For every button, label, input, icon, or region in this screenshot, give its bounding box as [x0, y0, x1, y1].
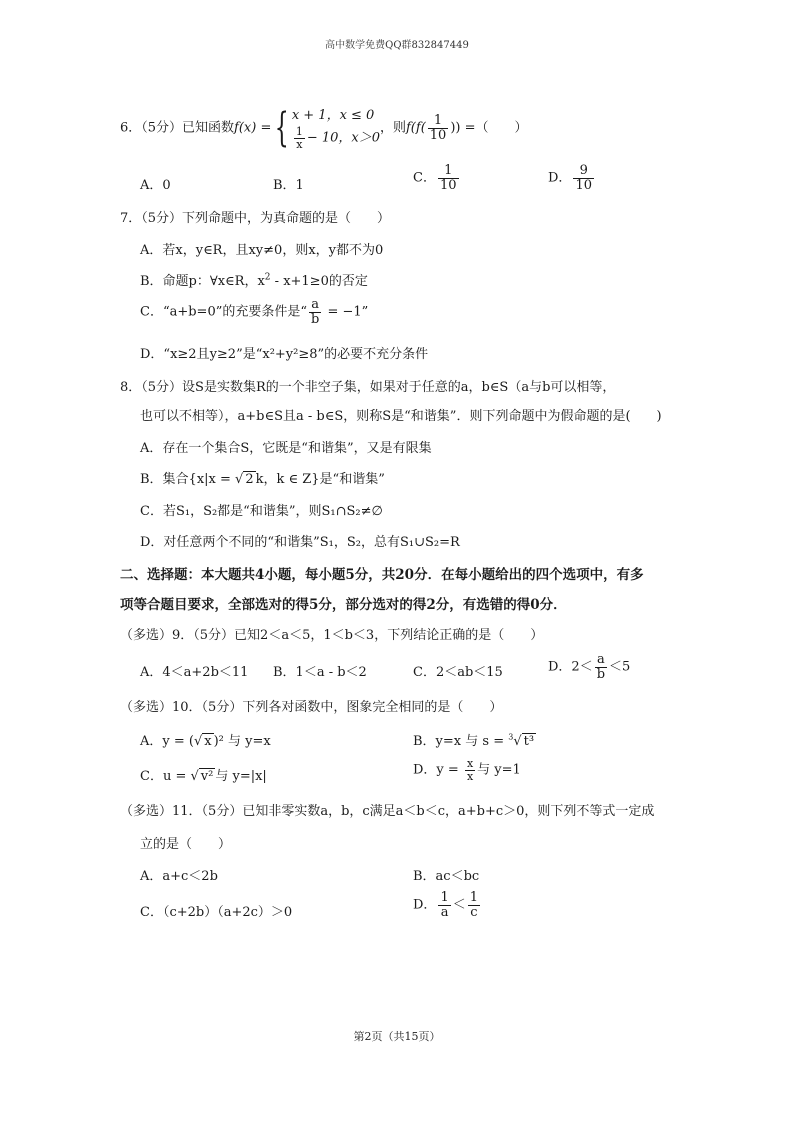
- section-2-line-2: 项等合题目要求，全部选对的得5分，部分选对的得2分，有选错的得0分．: [120, 597, 567, 613]
- q8-option-d: D．对任意两个不同的“和谐集”S₁，S₂，总有S₁∪S₂=R: [140, 535, 460, 550]
- q9-option-b: B．1＜a - b＜2: [273, 665, 367, 680]
- q6-case-1: x + 1，x ≤ 0: [291, 108, 375, 123]
- q7-option-d: D．“x≥2且y≥2”是“x²+y²≥8”的必要不充分条件: [140, 347, 429, 362]
- q6-option-a: A．0: [140, 178, 171, 193]
- q8-option-b: B．集合{x|x = √ 2 k，k ∈ Z}是“和谐集”: [140, 472, 385, 487]
- q6-brace: {: [275, 105, 290, 152]
- q11-option-b: B．ac＜bc: [413, 869, 480, 884]
- q7-option-c: C．“a+b=0”的充要条件是“ $\frac{a}{b}$ = −1”: [140, 297, 369, 327]
- q7-option-b: B．命题p：∀x∈R，$x^2 - x+1\ge 0$的否定: [140, 272, 368, 289]
- q6-tail: )) =（ ）: [450, 120, 528, 136]
- q6-then: ，则: [379, 120, 406, 136]
- q10-option-c: C．u = √ v² 与 y=|x|: [140, 769, 267, 784]
- q11-option-c: C．（c+2b）（a+2c）＞0: [140, 905, 293, 920]
- question-11-line-2: 立的是（ ）: [140, 837, 232, 852]
- q9-option-a: A．4＜a+2b＜11: [140, 665, 249, 680]
- q6-cases: [292, 106, 380, 150]
- q7-option-a: A．若x，y∈R，且xy≠0，则x，y都不为0: [140, 243, 384, 258]
- q11-option-a: A．a+c＜2b: [140, 869, 218, 884]
- q6-option-d: D． $\frac{9}{10}$: [548, 163, 592, 193]
- section-2-line-1: 二、选择题：本大题共4小题，每小题5分，共20分．在每小题给出的四个选项中，有多: [120, 567, 644, 583]
- q6-function: f(x) =: [234, 120, 272, 136]
- q6-composite: f(f(: [406, 120, 426, 136]
- question-10-stem: （多选）10．（5分）下列各对函数中，图象完全相同的是（ ）: [120, 700, 503, 715]
- page-footer: 第2页（共15页）: [353, 1030, 441, 1043]
- q6-option-b: B．1: [273, 178, 304, 193]
- question-8-line-2: 也可以不相等），a+b∈S且a - b∈S，则称S是“和谐集”．则下列命题中为假命题的是( ): [140, 409, 662, 424]
- q9-option-c: C．2＜ab＜15: [413, 665, 503, 680]
- question-11-line-1: （多选）11．（5分）已知非零实数a，b，c满足a＜b＜c，a+b+c＞0，则下列不等式一定成: [120, 804, 655, 819]
- question-7-stem: 7．（5分）下列命题中，为真命题的是（ ）: [120, 211, 391, 226]
- q10-option-a: A．y = (√ x )² 与 y=x: [140, 734, 271, 749]
- q8-option-a: A．存在一个集合S，它既是“和谐集”，又是有限集: [140, 441, 432, 456]
- q9-option-d: D．2＜ $\frac{a}{b}$ ＜5: [548, 652, 631, 682]
- question-6-stem: [120, 106, 528, 150]
- q8-option-c: C．若S₁，S₂都是“和谐集”，则S₁∩S₂≠∅: [140, 504, 383, 519]
- q11-option-d: D． $\frac{1}{a}$ ＜ $\frac{1}{c}$: [413, 890, 479, 920]
- q10-option-d: D．y = $\frac{x}{x}$ 与 y=1: [413, 757, 521, 783]
- question-8-line-1: 8．（5分）设S是实数集R的一个非空子集，如果对于任意的a，b∈S（a与b可以相等，: [120, 380, 616, 395]
- q6-fraction: $\frac{1}{10}$: [429, 112, 447, 143]
- page-header: 高中数学免费QQ群832847449: [325, 40, 469, 51]
- q10-option-b: B．y=x 与 s = $^3$√ t³: [413, 732, 535, 749]
- q6-option-c: C． $\frac{1}{10}$: [413, 163, 457, 193]
- question-9-stem: （多选）9．（5分）已知2＜a＜5，1＜b＜3，下列结论正确的是（ ）: [120, 628, 544, 643]
- q6-prefix: 6．（5分）已知函数: [120, 120, 235, 136]
- q6-case-2: $\frac{1}{x}$ − 10，x＞0: [295, 125, 380, 151]
